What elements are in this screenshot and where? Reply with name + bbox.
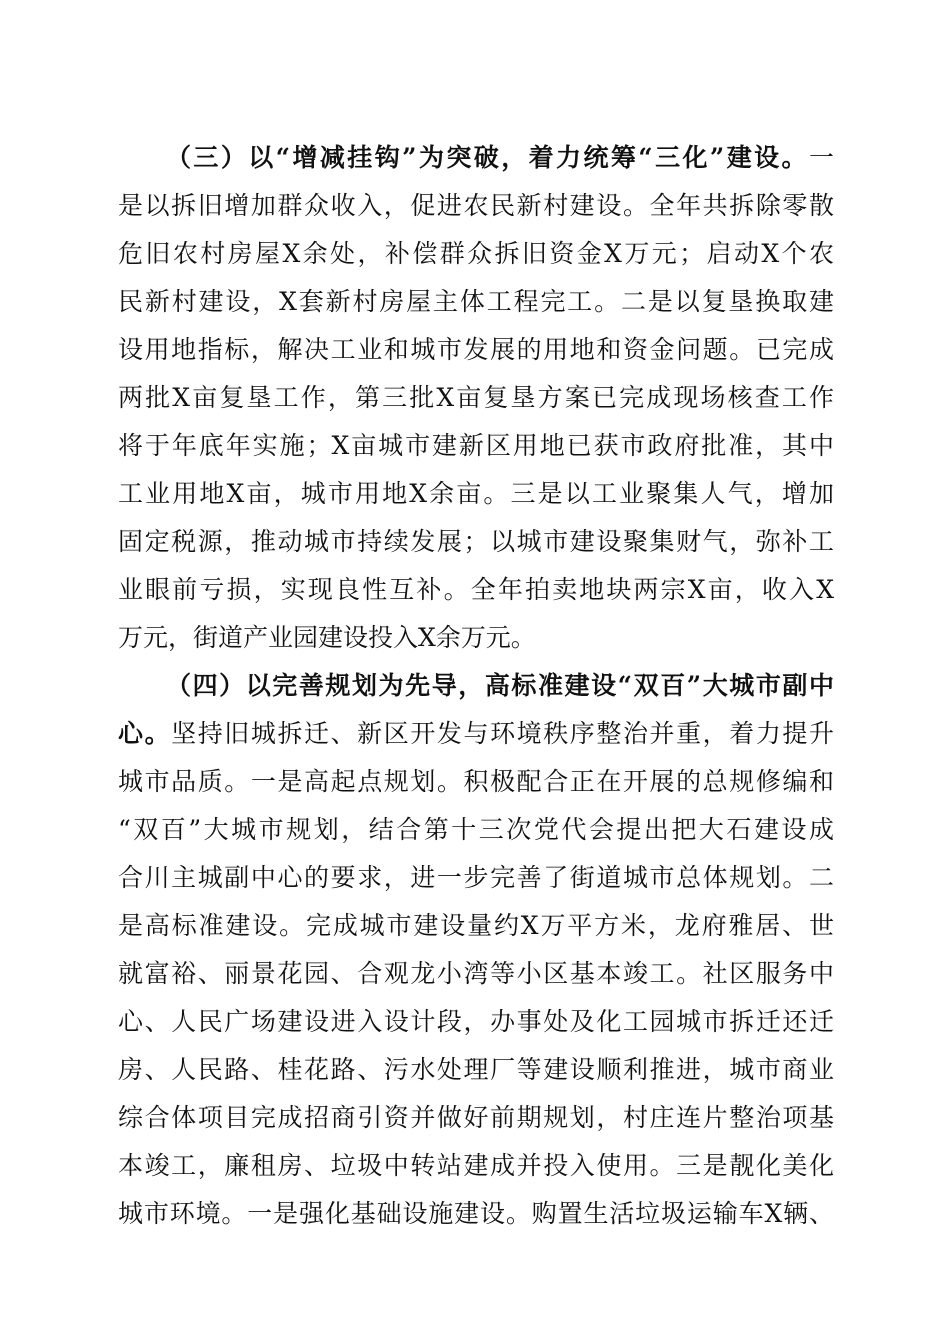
section4-line-3: 合川主城副中心的要求，进一步完善了街道城市总体规划。二 [118, 863, 834, 892]
section4-line-2: “双百”大城市规划，结合第十三次党代会提出把大石建设成 [118, 815, 834, 844]
section3-line-2: 危旧农村房屋X余处，补偿群众拆旧资金X万元；启动X个农 [118, 239, 834, 268]
section3-heading: （三）以“增减挂钩”为突破，着力统筹“三化”建设。 [166, 143, 809, 172]
section4-heading-line-2 [118, 714, 834, 754]
section3-heading-line [166, 138, 834, 178]
section4-line-8: 综合体项目完成招商引资并做好前期规划，村庄连片整治项基 [118, 1103, 834, 1132]
section3-line-4: 设用地指标，解决工业和城市发展的用地和资金问题。已完成 [118, 335, 834, 364]
section4-line-10: 城市环境。一是强化基础设施建设。购置生活垃圾运输车X辆、 [118, 1199, 834, 1228]
section3-line-1: 是以拆旧增加群众收入，促进农民新村建设。全年共拆除零散 [118, 191, 834, 220]
section4-line-9: 本竣工，廉租房、垃圾中转站建成并投入使用。三是靓化美化 [118, 1151, 834, 1180]
section3-line-10: 万元，街道产业园建设投入X余万元。 [118, 623, 536, 652]
section3-line-8: 固定税源，推动城市持续发展；以城市建设聚集财气，弥补工 [118, 527, 834, 556]
section4-line-4: 是高标准建设。完成城市建设量约X万平方米，龙府雅居、世 [118, 911, 834, 940]
section4-line-5: 就富裕、丽景花园、合观龙小湾等小区基本竣工。社区服务中 [118, 959, 834, 988]
section4-line-6: 心、人民广场建设进入设计段，办事处及化工园城市拆迁还迁 [118, 1007, 834, 1036]
section3-line-7: 工业用地X亩，城市用地X余亩。三是以工业聚集人气，增加 [118, 479, 834, 508]
section4-heading-rest: 坚持旧城拆迁、新区开发与环境秩序整治并重，着力提升 [171, 719, 834, 748]
section4-line-1: 城市品质。一是高起点规划。积极配合正在开展的总规修编和 [118, 767, 834, 796]
section3-line-3: 民新村建设，X套新村房屋主体工程完工。二是以复垦换取建 [118, 287, 834, 316]
section4-line-7: 房、人民路、桂花路、污水处理厂等建设顺利推进，城市商业 [118, 1055, 834, 1084]
section4-heading: （四）以完善规划为先导，高标准建设“双百”大城市副中 [166, 671, 834, 700]
section3-line-6: 将于年底年实施；X亩城市建新区用地已获市政府批准，其中 [118, 431, 834, 460]
section3-line-9: 业眼前亏损，实现良性互补。全年拍卖地块两宗X亩，收入X [118, 575, 834, 604]
section4-heading-end: 心。 [118, 719, 172, 748]
section3-line-5: 两批X亩复垦工作，第三批X亩复垦方案已完成现场核查工作 [118, 383, 834, 412]
section3-heading-tail: 一 [808, 143, 834, 172]
